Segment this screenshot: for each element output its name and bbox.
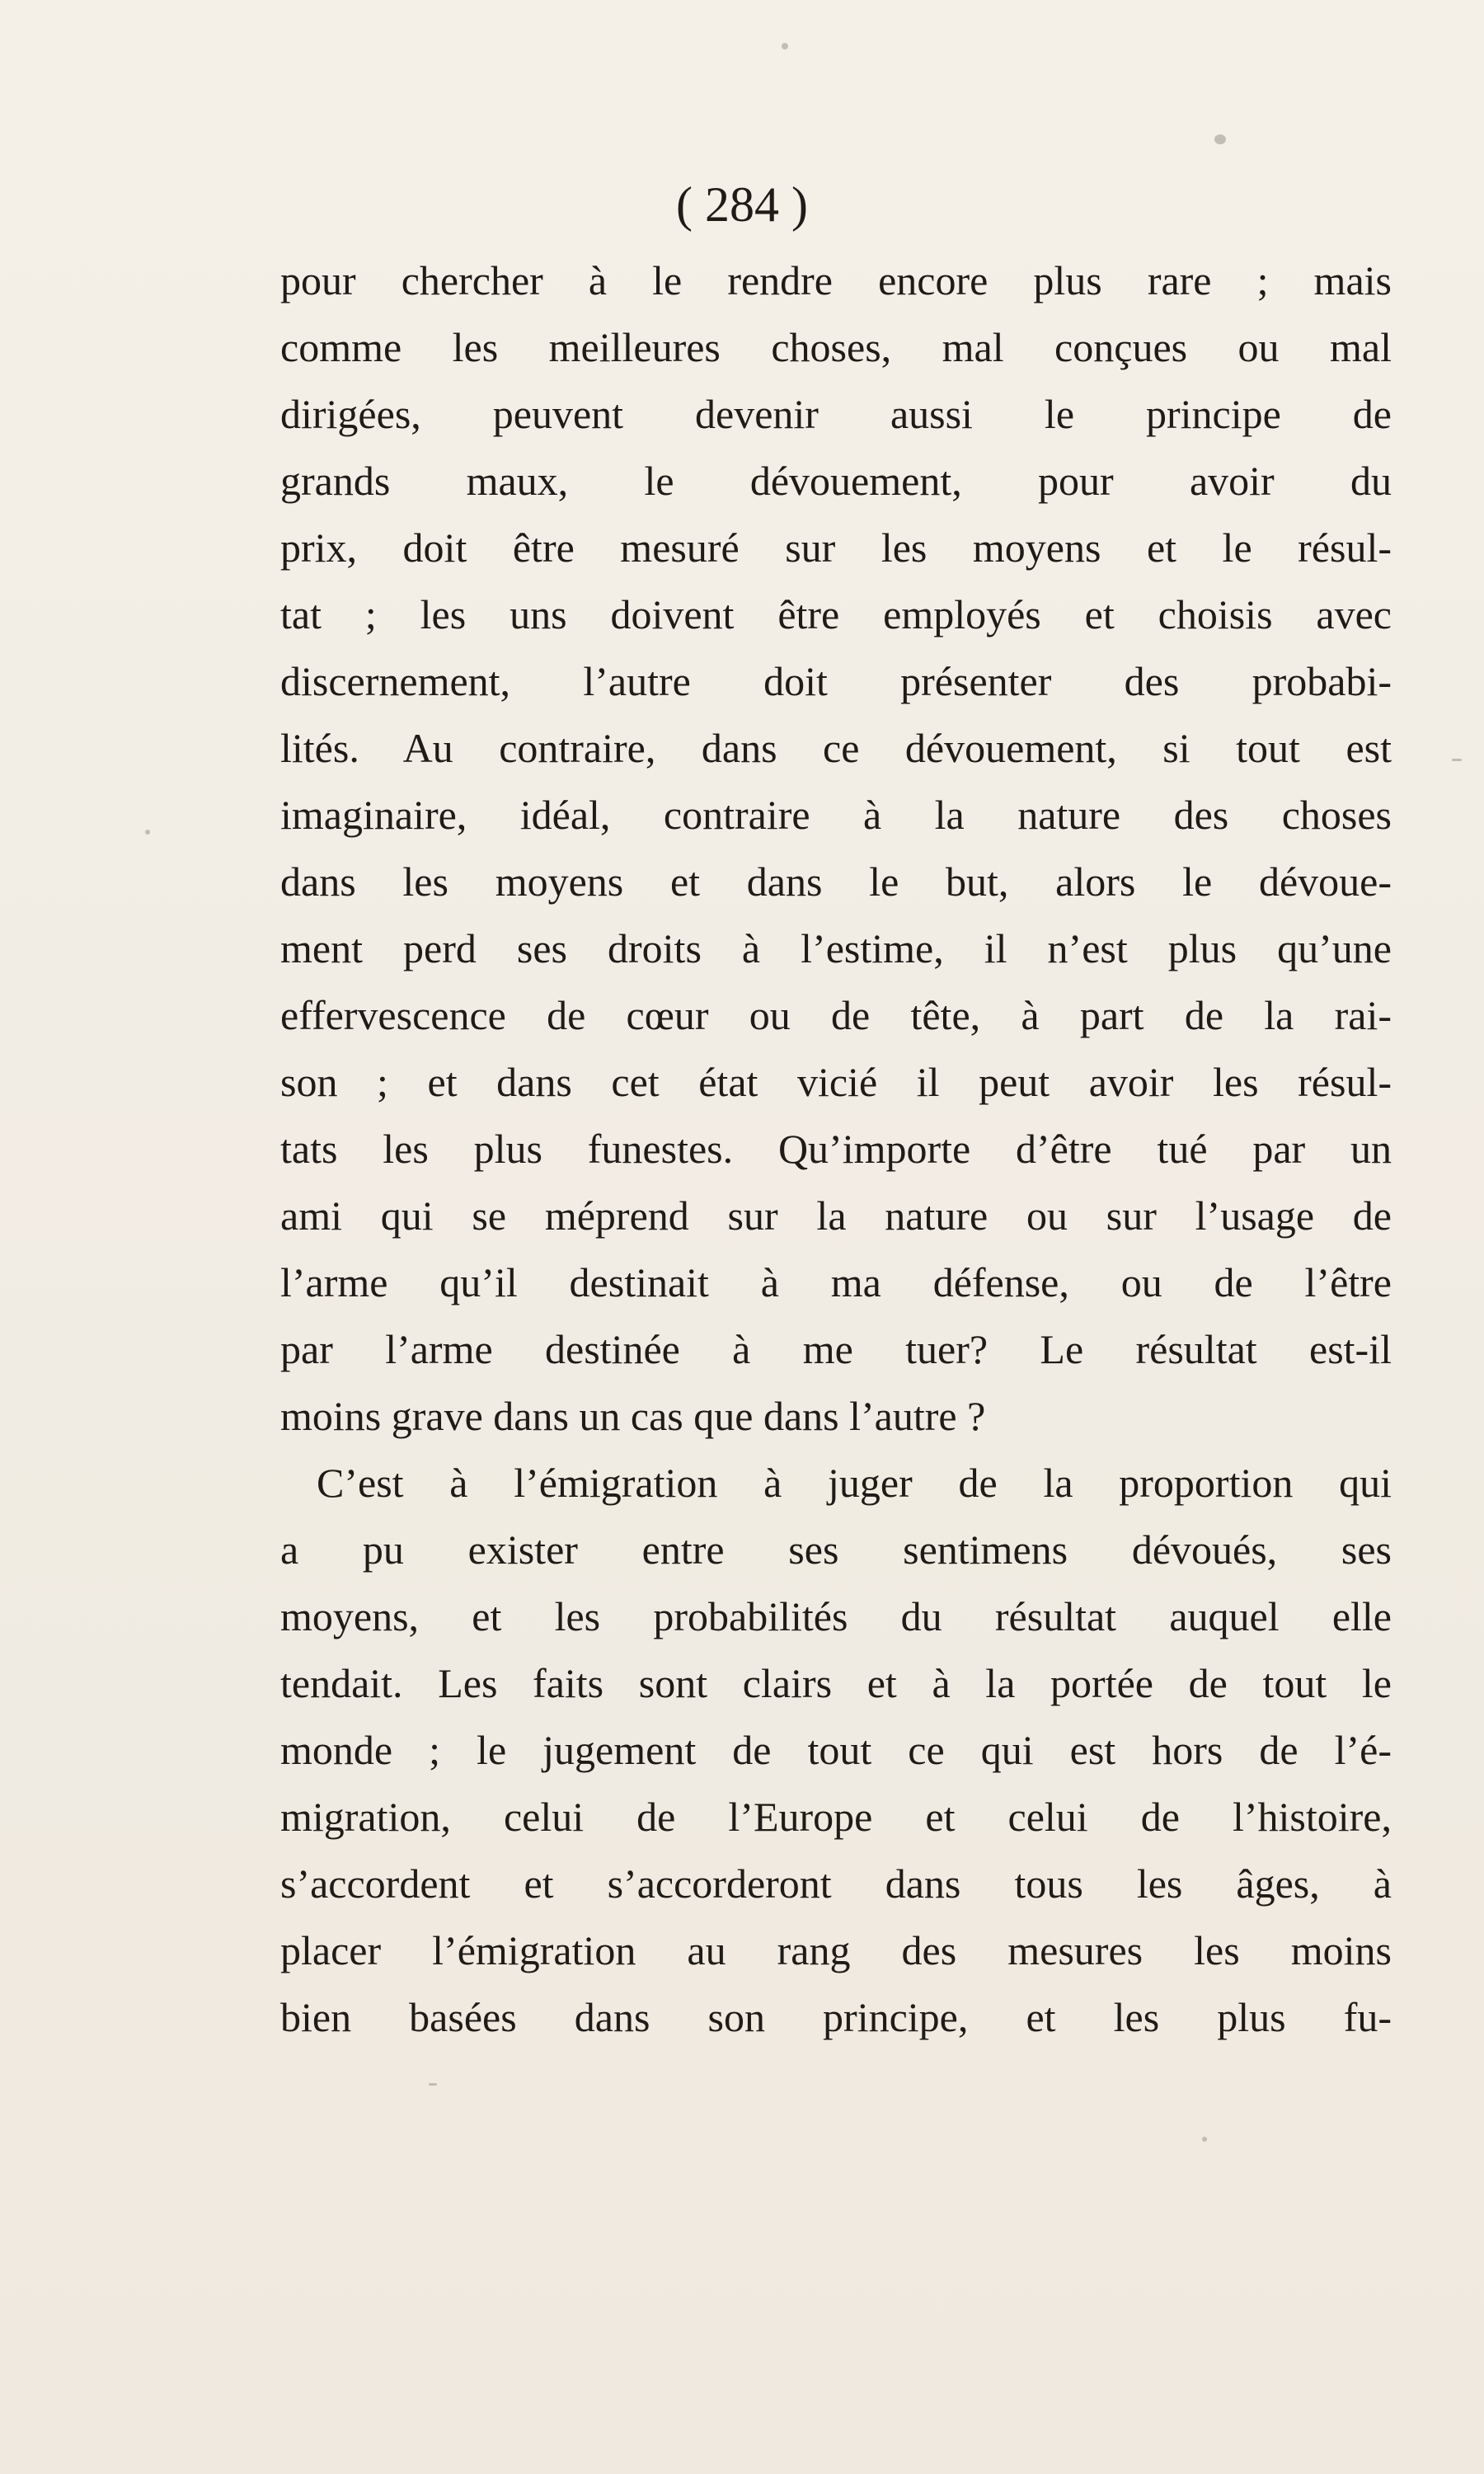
text-line: dirigées, peuvent devenir aussi le principe de <box>280 391 1392 437</box>
paper-speck <box>1214 134 1226 144</box>
text-line: bien basées dans son principe, et les plus fu- <box>280 1994 1392 2040</box>
text-line: tats les plus funestes. Qu’importe d’être tué par un <box>280 1126 1392 1172</box>
body-text <box>280 247 1392 2051</box>
text-line: C’est à l’émigration à juger de la proportion qui <box>317 1460 1392 1506</box>
text-line: migration, celui de l’Europe et celui de l’histoire, <box>280 1794 1392 1840</box>
paragraph-2 <box>280 1450 1392 2051</box>
text-line: pour chercher à le rendre encore plus rare ; mais <box>280 257 1392 303</box>
paper-speck <box>1452 759 1462 761</box>
text-line: discernement, l’autre doit présenter des probabi- <box>280 658 1392 704</box>
text-line: imaginaire, idéal, contraire à la nature des choses <box>280 792 1392 838</box>
text-line: l’arme qu’il destinait à ma défense, ou de l’être <box>280 1259 1392 1305</box>
page-number: ( 284 ) <box>676 177 808 232</box>
paper-speck <box>429 2083 437 2086</box>
text-line: comme les meilleures choses, mal conçues ou mal <box>280 324 1392 370</box>
text-line: dans les moyens et dans le but, alors le dévoue- <box>280 858 1392 905</box>
paper-speck <box>782 43 788 49</box>
text-line: a pu exister entre ses sentimens dévoués, ses <box>280 1526 1392 1573</box>
text-line: placer l’émigration au rang des mesures les moins <box>280 1927 1392 1973</box>
text-line: tendait. Les faits sont clairs et à la portée de tout le <box>280 1660 1392 1706</box>
text-line: ami qui se méprend sur la nature ou sur l’usage de <box>280 1192 1392 1239</box>
text-line: ment perd ses droits à l’estime, il n’est plus qu’une <box>280 925 1392 971</box>
text-line: grands maux, le dévouement, pour avoir du <box>280 458 1392 504</box>
text-line: moyens, et les probabilités du résultat auquel elle <box>280 1593 1392 1639</box>
text-line: par l’arme destinée à me tuer? Le résultat est-il <box>280 1326 1392 1372</box>
text-line: moins grave dans un cas que dans l’autre ? <box>280 1393 986 1439</box>
paper-speck <box>145 830 150 835</box>
paper-speck <box>1202 2137 1207 2142</box>
text-line: monde ; le jugement de tout ce qui est hors de l’é- <box>280 1727 1392 1773</box>
text-line: effervescence de cœur ou de tête, à part de la rai- <box>280 992 1392 1038</box>
text-line: tat ; les uns doivent être employés et choisis avec <box>280 591 1392 637</box>
text-line: son ; et dans cet état vicié il peut avoir les résul- <box>280 1059 1392 1105</box>
text-line: s’accordent et s’accorderont dans tous les âges, à <box>280 1860 1392 1907</box>
text-line: lités. Au contraire, dans ce dévouement, si tout est <box>280 725 1392 771</box>
paragraph-1 <box>280 247 1392 1450</box>
text-line: prix, doit être mesuré sur les moyens et le résul- <box>280 524 1392 571</box>
